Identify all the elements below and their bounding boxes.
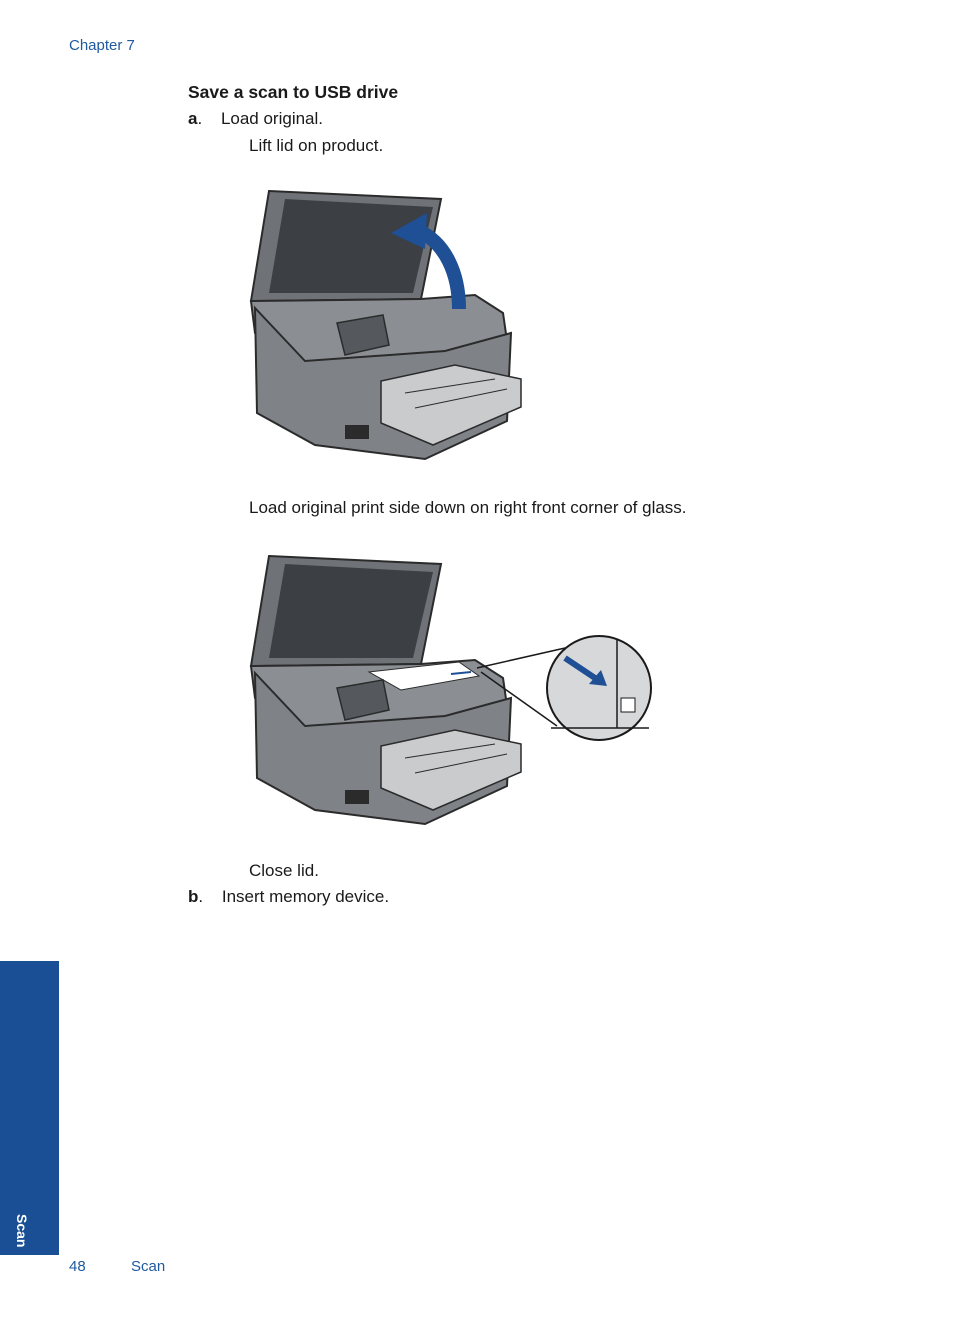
side-tab-label: Scan	[14, 1213, 30, 1247]
step-a: a. Load original.	[188, 109, 324, 128]
substep-load-original: Load original print side down on right front corner of glass.	[249, 498, 687, 517]
step-a-label: a	[188, 109, 198, 128]
printer-lid-open-illustration	[245, 183, 535, 463]
side-tab	[0, 961, 59, 1255]
page-number: 48	[69, 1258, 86, 1275]
substep-close-lid: Close lid.	[249, 861, 319, 880]
printer-load-original-illustration	[245, 548, 665, 828]
section-title: Save a scan to USB drive	[188, 82, 399, 102]
step-a-text: Load original.	[220, 109, 324, 128]
footer-section: Scan	[131, 1258, 166, 1275]
step-b-text: Insert memory device.	[221, 887, 390, 906]
step-b: b. Insert memory device.	[188, 887, 390, 906]
substep-lift-lid: Lift lid on product.	[249, 136, 384, 155]
chapter-header: Chapter 7	[69, 37, 135, 54]
step-b-label: b	[188, 887, 199, 906]
